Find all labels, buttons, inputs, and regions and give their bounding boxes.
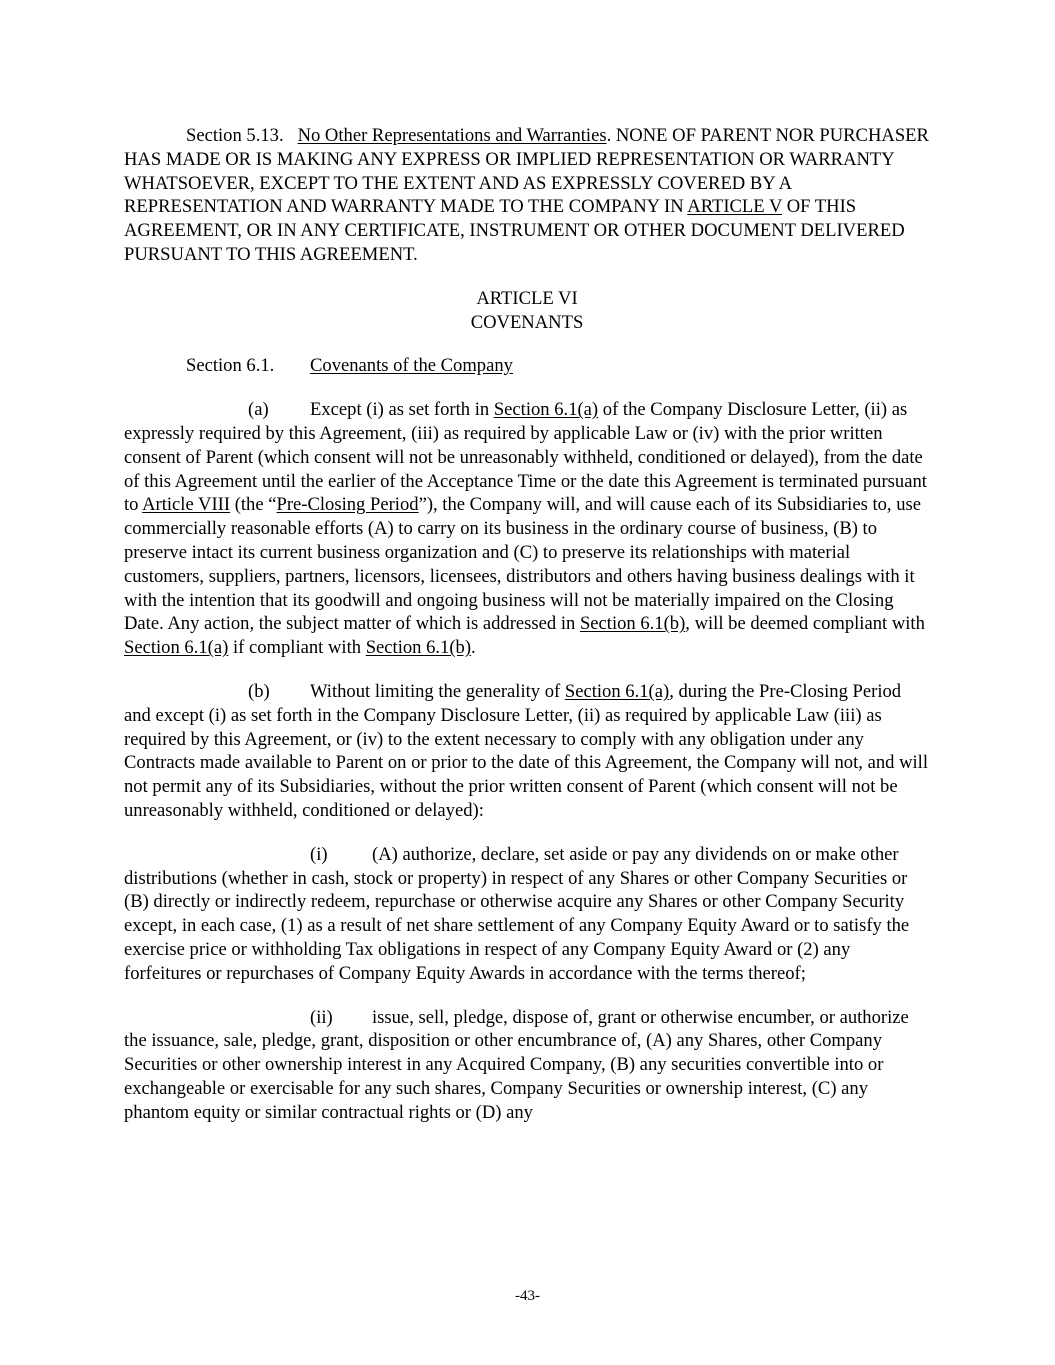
paragraph-label: (i): [310, 843, 328, 865]
paragraph-ii: (ii) issue, sell, pledge, dispose of, grant or otherwise encumber, or authorize the issuance, sale, pledge, grant, disposition or other encumbrance of, (A) any Shares, other Company Securities or other ownership interest in any Acquired Company, (B) any securities convertible into or exchangeable or exercisable for any such shares, Company Securities or ownership interest, (C) any phantom equity or similar contractual rights or (D) any: [124, 1006, 909, 1123]
paragraph-label: (ii): [310, 1006, 333, 1028]
paragraph-label: (b): [248, 680, 270, 702]
cross-reference: Section 6.1(a): [124, 637, 229, 659]
paragraph-i: (i) (A) authorize, declare, set aside or pay any dividends on or make other distributions (whether in cash, stock or property) in respect of any Shares or other Company Securities or (B) directly or indirectly redeem, repurchase or otherwise acquire any Shares or other Company Security except, in each case, (1) as a result of net share settlement of any Company Equity Award or to satisfy the exercise price or withholding Tax obligations in respect of any Company Equity Award or (2) any forfeitures or repurchases of Company Equity Awards in accordance with the terms thereof;: [124, 843, 910, 984]
cross-reference: Article VIII: [142, 494, 231, 516]
defined-term: Pre-Closing Period: [276, 494, 419, 516]
section-title: No Other Representations and Warranties: [297, 125, 607, 146]
section-number: Section 5.13.: [186, 125, 284, 146]
article-title: COVENANTS: [470, 311, 584, 333]
cross-reference: Section 6.1(b): [365, 637, 472, 659]
paragraph-a: (a) Except (i) as set forth in Section 6.1(a) of the Company Disclosure Letter, (ii) as expressly required by this Agreement, (iii) as required by applicable Law or (iv) with the prior written consent of Parent (which consent will not be unreasonably withheld, conditioned or delayed), from the date of this Agreement until the earlier of the Acceptance Time or the date this Agreement is terminated pursuant to Article VIII (the “Pre-Closing Period”), the Company will, and will cause each of its Subsidiaries to, use commercially reasonable efforts (A) to carry on its business in the ordinary course of business, (B) to preserve intact its current business organization and (C) to preserve its relationships with material customers, suppliers, partners, licensors, licensees, distributors and others having business dealings with it with the intention that its goodwill and ongoing business will not be materially impaired on the Closing Date. Any action, the subject matter of which is addressed in Section 6.1(b), will be deemed compliant with Section 6.1(a) if compliant with Section 6.1(b).: [124, 399, 927, 659]
cross-reference: ARTICLE V: [687, 196, 783, 218]
section-number: Section 6.1.: [186, 355, 275, 377]
section-5-13: Section 5.13. No Other Representations and Warranties. NONE OF PARENT NOR PURCHASER HAS MADE OR IS MAKING ANY EXPRESS OR IMPLIED REPRESENTATION OR WARRANTY WHATSOEVER, EXCEPT TO THE EXTENT AND AS EXPRESSLY COVERED BY A REPRESENTATION AND WARRANTY MADE TO THE COMPANY IN ARTICLE V OF THIS AGREEMENT, OR IN ANY CERTIFICATE, INSTRUMENT OR OTHER DOCUMENT DELIVERED PURSUANT TO THIS AGREEMENT.: [124, 125, 929, 265]
cross-reference: Section 6.1(a): [493, 399, 599, 421]
section-title: Covenants of the Company: [310, 355, 513, 377]
cross-reference: Section 6.1(b): [579, 613, 686, 635]
paragraph-b: (b) Without limiting the generality of Section 6.1(a), during the Pre-Closing Period and except (i) as set forth in the Company Disclosure Letter, (ii) as required by applicable Law (iii) as required by this Agreement, or (iv) to the extent necessary to comply with any obligation under any Contracts made available to Parent on or prior to the date of this Agreement, the Company will not, and will not permit any of its Subsidiaries, without the prior written consent of Parent (which consent will not be unreasonably withheld, conditioned or delayed):: [124, 680, 928, 821]
page-number: -43-: [515, 1288, 540, 1304]
paragraph-label: (a): [248, 399, 269, 421]
article-number: ARTICLE VI: [476, 287, 578, 309]
section-6-1-heading: [124, 354, 930, 378]
document-page: [124, 124, 930, 1124]
cross-reference: Section 6.1(a): [564, 680, 670, 702]
